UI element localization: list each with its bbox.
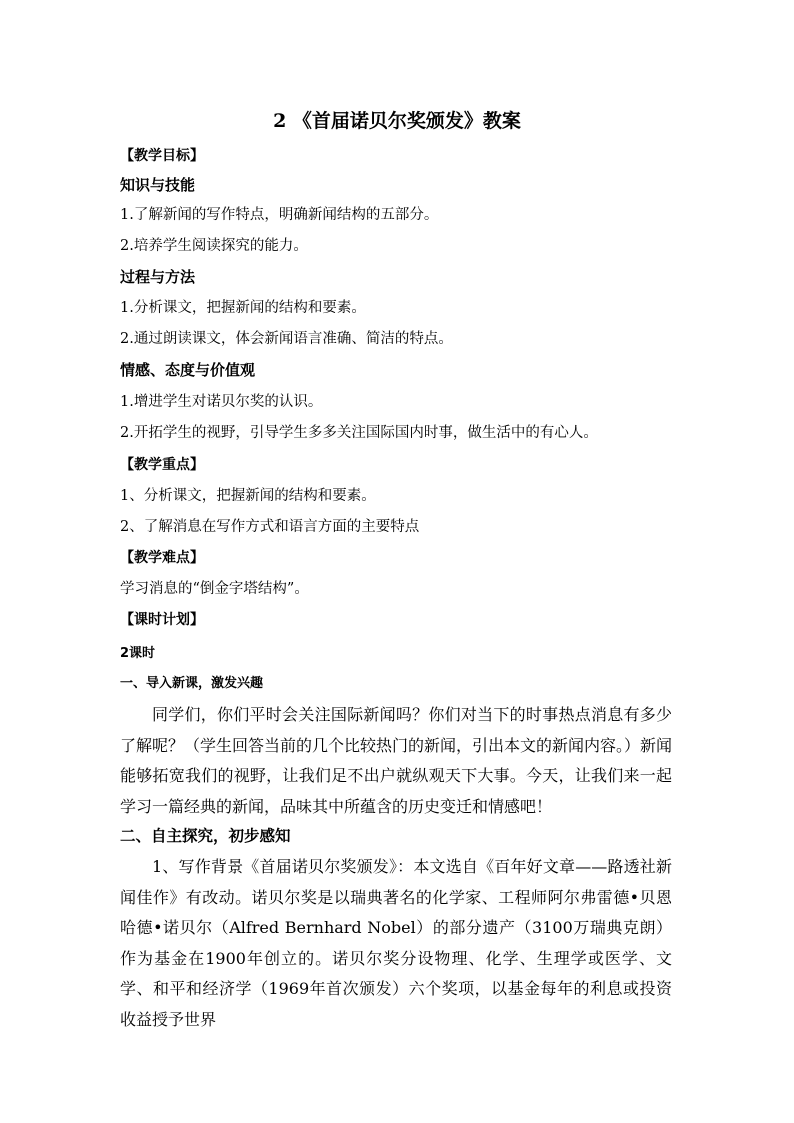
document-title: 2 《首届诺贝尔奖颁发》教案	[273, 110, 521, 132]
knowledge-heading: 知识与技能	[120, 176, 196, 194]
part1-heading: 一、导入新课，激发兴趣	[120, 676, 264, 691]
knowledge-item-2: 2.培养学生阅读探究的能力。	[120, 238, 308, 254]
difficulty-heading: 【教学难点】	[120, 550, 204, 566]
key-points-item-1: 1、分析课文，把握新闻的结构和要素。	[120, 488, 376, 504]
knowledge-item-1: 1.了解新闻的写作特点，明确新闻结构的五部分。	[120, 207, 439, 223]
emotion-item-2: 2.开拓学生的视野，引导学生多多关注国际国内时事，做生活中的有心人。	[120, 425, 598, 441]
part1-paragraph: 同学们，你们平时会关注国际新闻吗？你们对当下的时事热点消息有多少了解呢？（学生回答当前的几个比较热门的新闻，引出本文的新闻内容。）新闻能够拓宽我们的视野，让我们足不出户就纵观天下大事。今天，让我们来一起学习一篇经典的新闻，品味其中所蕴含的历史变迁和情感吧！	[120, 705, 673, 816]
objectives-heading: 【教学目标】	[120, 148, 204, 164]
part2-heading: 二、自主探究，初步感知	[120, 827, 291, 845]
process-heading: 过程与方法	[120, 268, 196, 286]
key-points-heading: 【教学重点】	[120, 457, 204, 473]
part2-paragraph: 1、写作背景《首届诺贝尔奖颁发》：本文选自《百年好文章——路透社新闻佳作》有改动。诺贝尔奖是以瑞典著名的化学家、工程师阿尔弗雷德•贝恩哈德•诺贝尔（Alfred Bernhard Nobel）的部分遗产（3100万瑞典克朗）作为基金在1900年创立的。诺贝尔奖分设物理、化学、生理学或医学、文学、和平和经济学（1969年首次颁发）六个奖项，以基金每年的利息或投资收益授予世界	[120, 857, 672, 1029]
schedule-text: 2课时	[120, 646, 156, 661]
process-item-1: 1.分析课文，把握新闻的结构和要素。	[120, 300, 366, 316]
process-item-2: 2.通过朗读课文，体会新闻语言准确、简洁的特点。	[120, 331, 453, 347]
emotion-heading: 情感、态度与价值观	[120, 361, 256, 379]
difficulty-text: 学习消息的“倒金字塔结构”。	[120, 581, 309, 597]
emotion-item-1: 1.增进学生对诺贝尔奖的认识。	[120, 394, 323, 410]
schedule-heading: 【课时计划】	[120, 612, 204, 628]
key-points-item-2: 2、了解消息在写作方式和语言方面的主要特点	[120, 519, 420, 535]
